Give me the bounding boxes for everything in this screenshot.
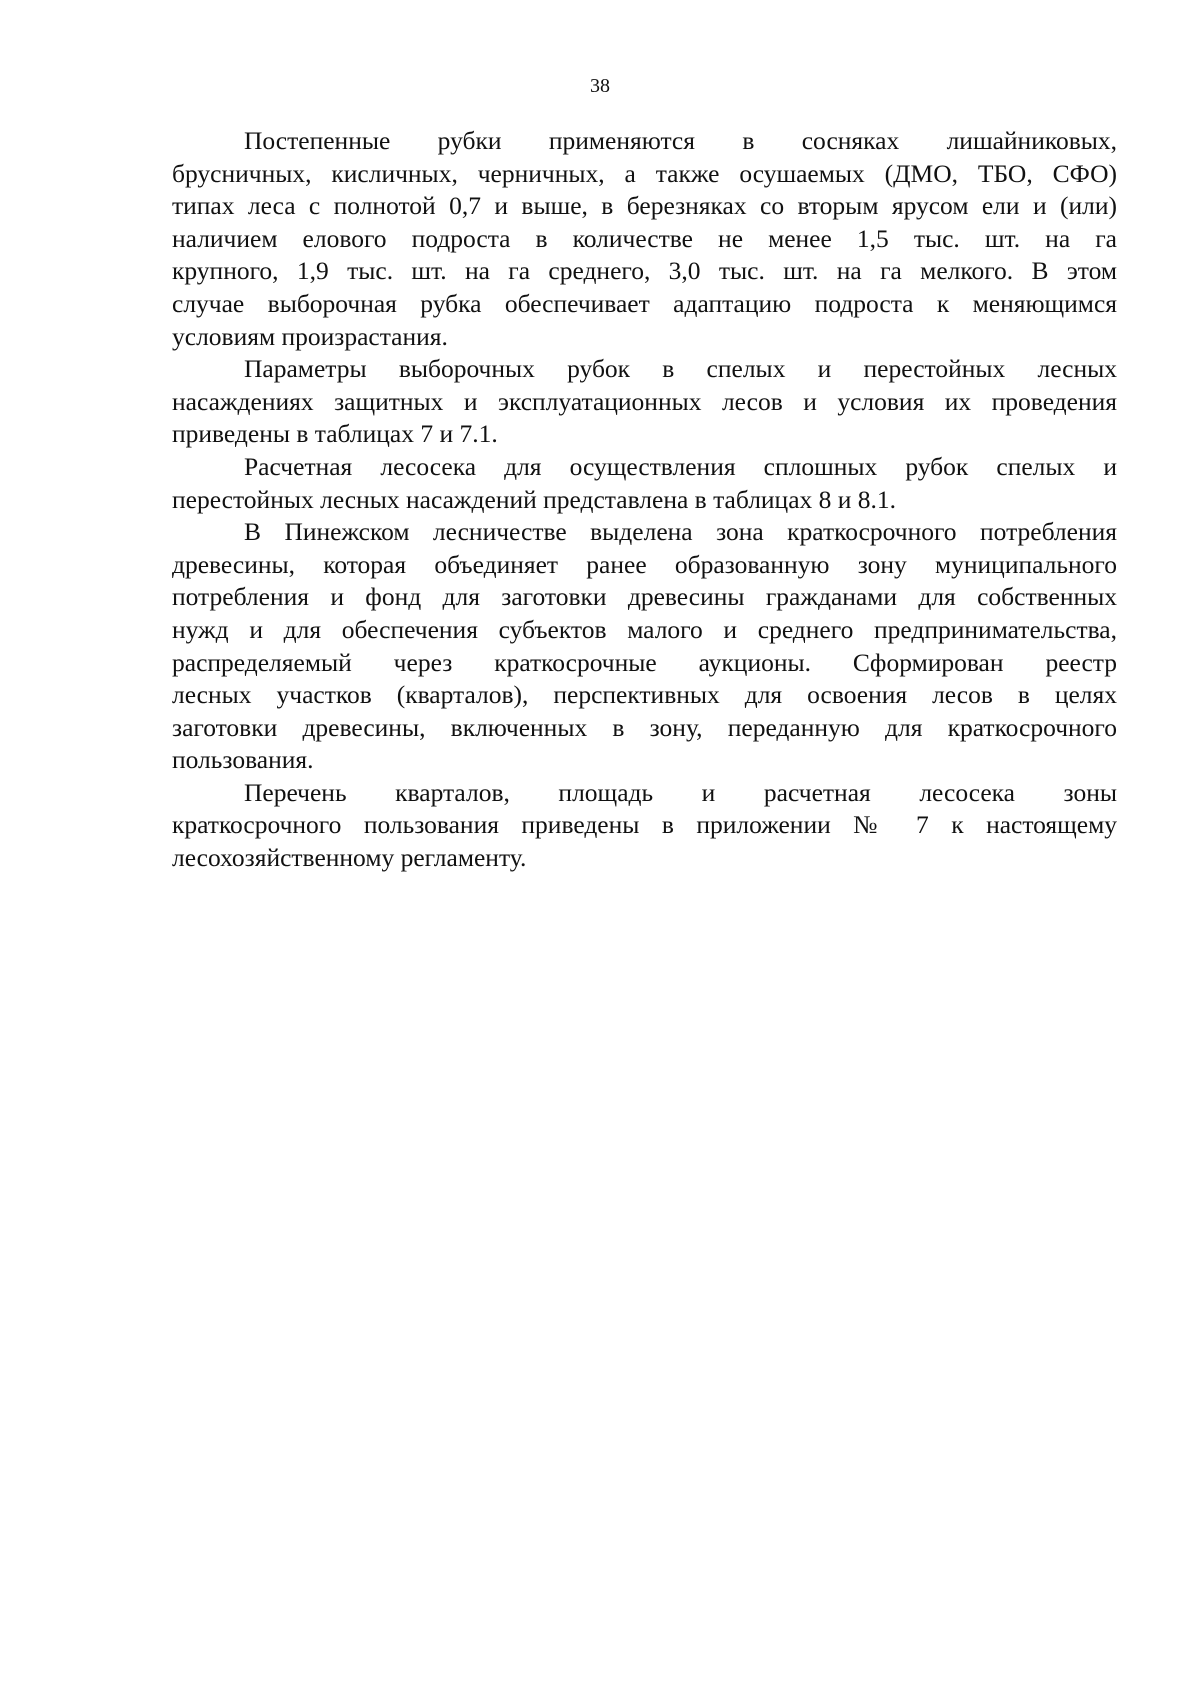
paragraph-selective-cutting-parameters bbox=[172, 353, 1117, 451]
text-line: Расчетная лесосека для осуществления сплошных рубок спелых и bbox=[244, 451, 1117, 481]
text-line: перестойных лесных насаждений представлена в таблицах 8 и 8.1. bbox=[172, 484, 897, 514]
paragraph-quarters-list bbox=[172, 777, 1117, 875]
page-number: 38 bbox=[590, 75, 610, 97]
paragraph-estimated-cutting-area bbox=[172, 451, 1117, 516]
paragraph-short-term-zone bbox=[172, 516, 1117, 777]
text-line: брусничных, кисличных, черничных, а также осушаемых (ДМО, ТБО, СФО) bbox=[172, 158, 1117, 188]
text-line: древесины, которая объединяет ранее образованную зону муниципального bbox=[172, 549, 1117, 579]
paragraph-gradual-cuttings bbox=[172, 125, 1117, 353]
text-line: насаждениях защитных и эксплуатационных лесов и условия их проведения bbox=[172, 386, 1117, 416]
text-line: лесных участков (кварталов), перспективных для освоения лесов в целях bbox=[172, 680, 1117, 710]
text-line: наличием елового подроста в количестве не менее 1,5 тыс. шт. на га bbox=[172, 223, 1117, 253]
text-line: краткосрочного пользования приведены в приложении № 7 к настоящему bbox=[172, 810, 1117, 840]
text-line: условиям произрастания. bbox=[172, 321, 448, 351]
text-line: случае выборочная рубка обеспечивает адаптацию подроста к меняющимся bbox=[172, 288, 1117, 318]
text-line: Постепенные рубки применяются в сосняках лишайниковых, bbox=[244, 126, 1117, 155]
text-line: типах леса с полнотой 0,7 и выше, в березняках со вторым ярусом ели и (или) bbox=[172, 191, 1117, 221]
text-line: Параметры выборочных рубок в спелых и перестойных лесных bbox=[244, 354, 1117, 384]
text-line: Перечень кварталов, площадь и расчетная лесосека зоны bbox=[244, 777, 1117, 807]
text-line: пользования. bbox=[172, 745, 314, 775]
text-line: В Пинежском лесничестве выделена зона краткосрочного потребления bbox=[244, 517, 1117, 547]
text-line: крупного, 1,9 тыс. шт. на га среднего, 3,0 тыс. шт. на га мелкого. В этом bbox=[172, 256, 1117, 286]
text-line: распределяемый через краткосрочные аукционы. Сформирован реестр bbox=[172, 647, 1117, 677]
text-line: лесохозяйственному регламенту. bbox=[172, 843, 527, 873]
text-line: приведены в таблицах 7 и 7.1. bbox=[172, 419, 498, 449]
text-line: потребления и фонд для заготовки древесины гражданами для собственных bbox=[172, 582, 1117, 612]
text-line: нужд и для обеспечения субъектов малого и среднего предпринимательства, bbox=[172, 614, 1117, 644]
text-line: заготовки древесины, включенных в зону, переданную для краткосрочного bbox=[172, 712, 1117, 742]
body-text bbox=[172, 125, 1117, 875]
